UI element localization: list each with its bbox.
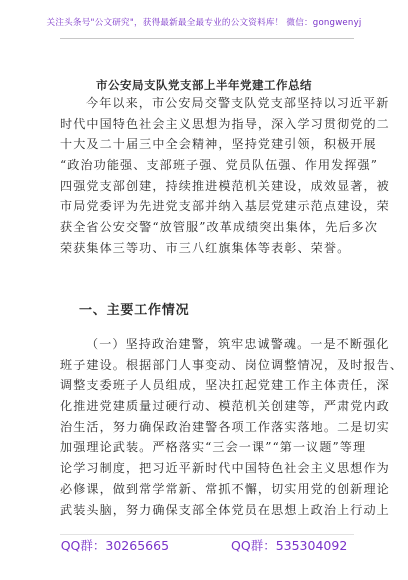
paragraph-line: “政治功能强、支部班子强、党员队伍强、作用发挥强” xyxy=(60,158,379,173)
section-heading: 一、主要工作情况 xyxy=(79,303,190,318)
qq-group-2: QQ群：535304092 xyxy=(231,538,348,553)
paragraph-line: 获全省公安交警“放管服”改革成绩突出集体，先后多次 xyxy=(60,220,379,235)
paragraph-line: 荣获集体三等功、市三八红旗集体等表彰、荣誉。 xyxy=(60,240,351,255)
paragraph-line: 论学习制度，把习近平新时代中国特色社会主义思想作为 xyxy=(60,461,390,476)
paragraph-line: 今年以来，市公安局交警支队党支部坚持以习近平新 xyxy=(86,96,390,110)
qq-group-1: QQ群：30265665 xyxy=(60,538,170,553)
paragraph-line: 调整支委班子人员组成，坚决扛起党建工作主体责任，深 xyxy=(60,378,390,393)
header-divider xyxy=(60,38,354,39)
paragraph-line: 四强党支部创建，持续推进模范机关建设，成效显著，被 xyxy=(60,178,390,193)
paragraph-line: 市局党委评为先进党支部并纳入基层党建示范点建设，荣 xyxy=(60,199,390,214)
paragraph-line: （一）坚持政治建警，筑牢忠诚警魂。一是不断强化 xyxy=(86,337,390,351)
footer-divider xyxy=(60,534,354,535)
paragraph-line: 武装头脑，努力确保支部全体党员在思想上政治上行动上 xyxy=(60,502,390,517)
document-title: 市公安局支队党支部上半年党建工作总结 xyxy=(96,78,312,92)
paragraph-line: 班子建设。根据部门人事变动、岗位调整情况，及时报告、 xyxy=(60,357,404,372)
paragraph-line: 时代中国特色社会主义思想为指导，深入学习贯彻党的二 xyxy=(60,116,390,131)
intro-paragraph xyxy=(60,93,390,259)
header-banner: 关注头条号"公文研究"，获得最新最全最专业的公文资料库！ 微信：gongwenyj xyxy=(46,18,362,28)
paragraph-line: 十大及二十届三中全会精神，坚持党建引领，积极开展 xyxy=(60,137,377,152)
paragraph-line: 化推进党建质量过硬行动、模范机关创建等，严肃党内政 xyxy=(60,399,390,414)
section-paragraph xyxy=(60,334,404,520)
paragraph-line: 必修课，做到常学常新、常抓不懈，切实用党的创新理论 xyxy=(60,481,390,496)
paragraph-line: 加强理论武装。严格落实“三会一课”“第一议题”等理 xyxy=(60,440,367,455)
footer-contacts xyxy=(0,536,408,554)
paragraph-line: 治生活，努力确保政治建警各项工作落实落地。二是切实 xyxy=(60,419,390,434)
